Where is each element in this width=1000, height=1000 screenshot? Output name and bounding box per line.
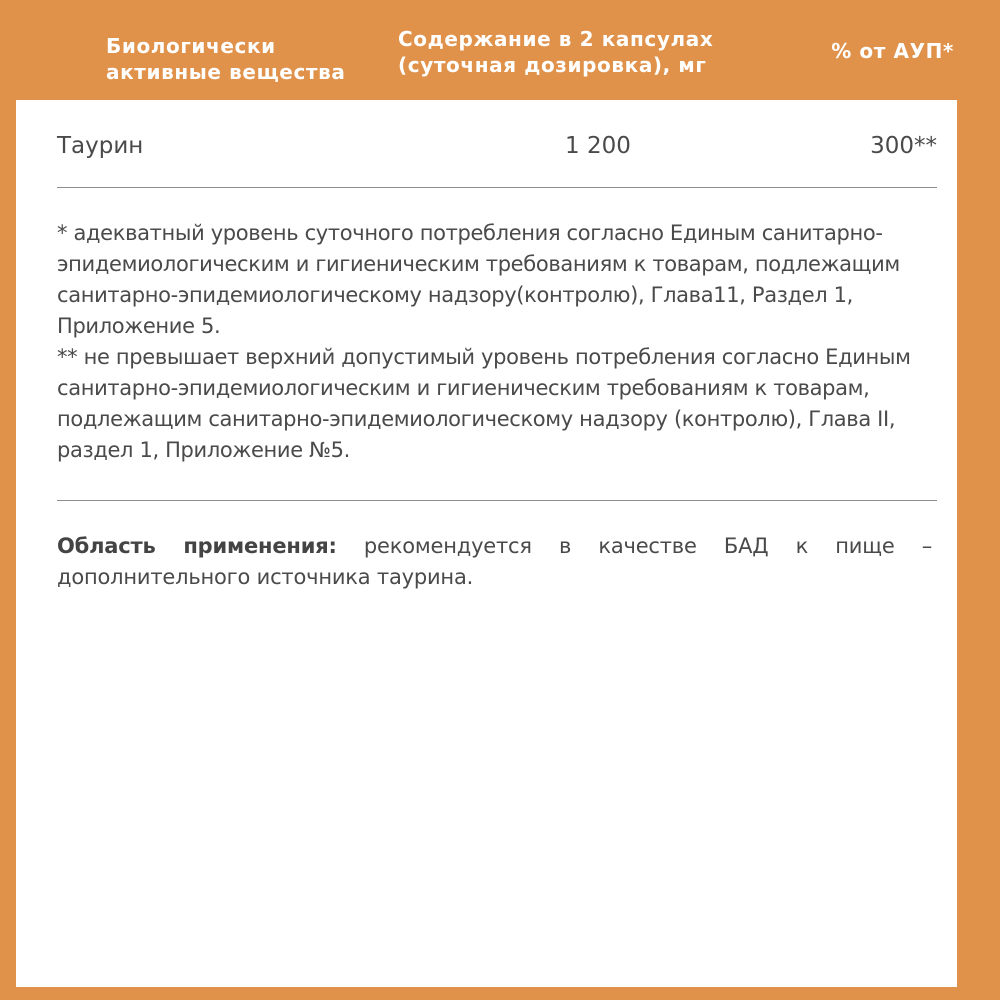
row-substance-name: Таурин xyxy=(57,133,144,159)
header-col3: % от АУП* xyxy=(831,39,954,63)
row-percent: 300** xyxy=(870,133,937,159)
table-row xyxy=(57,130,937,162)
header-col2-line2: (суточная дозировка), мг xyxy=(398,53,707,77)
header-column-content xyxy=(398,26,713,78)
footnotes xyxy=(57,218,942,466)
usage-label: Область применения: xyxy=(57,534,337,558)
header-column-percent xyxy=(831,38,954,64)
divider xyxy=(57,500,937,501)
footnote-1: * адекватный уровень суточного потребления согласно Единым санитарно-эпидемиологическим и гигиеническим требованиям к товарам, подлежащим санитарно-эпидемиологическому надзору(контролю), Глава11, Раздел 1, Приложение 5. xyxy=(57,221,900,338)
content-panel xyxy=(16,100,957,987)
header-col1-line1: Биологически xyxy=(106,34,276,58)
divider xyxy=(57,187,937,188)
footnote-2: ** не превышает верхний допустимый уровень потребления согласно Единым санитарно-эпидемиологическим и гигиеническим требованиям к товарам, подлежащим санитарно-эпидемиологическому надзору (контролю), Глава II, раздел 1, Приложение №5. xyxy=(57,345,911,462)
header-col2-line1: Содержание в 2 капсулах xyxy=(398,27,714,51)
row-amount: 1 200 xyxy=(565,133,631,159)
header-col1-line2: активные вещества xyxy=(106,60,346,84)
header-column-substances xyxy=(106,33,345,85)
table-header xyxy=(0,0,1000,100)
usage-text: рекомендуется в качестве БАД к пище – дополнительного источника таурина. xyxy=(57,534,933,589)
usage-section xyxy=(57,531,932,593)
